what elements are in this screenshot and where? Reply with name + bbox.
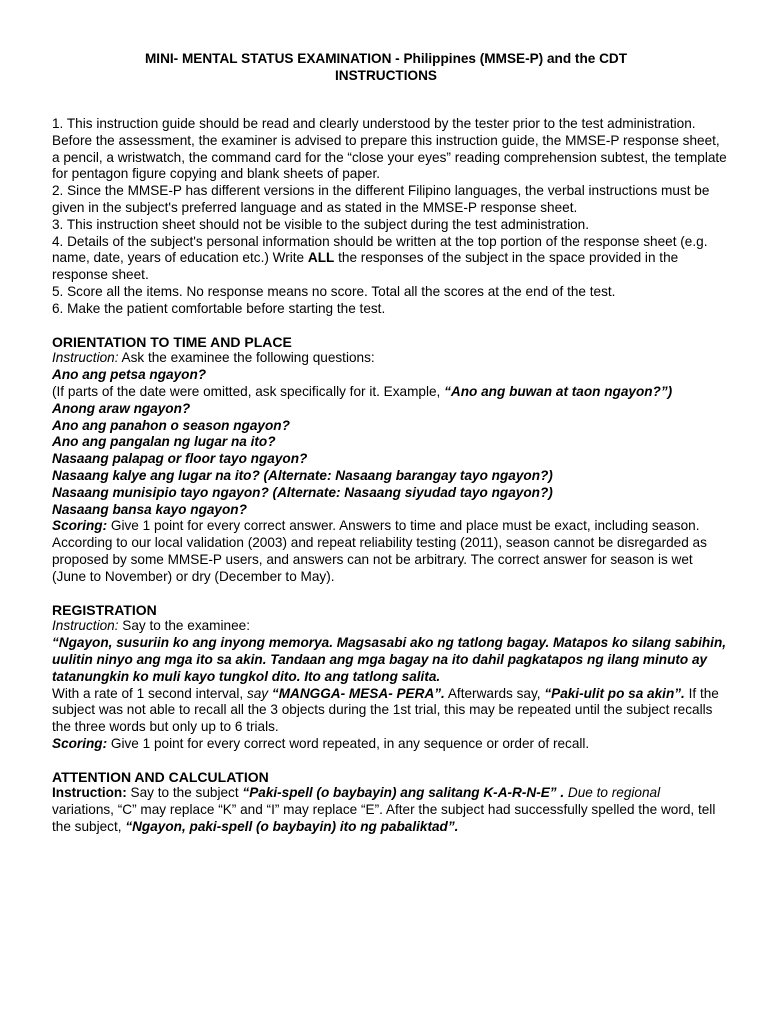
registration-heading: REGISTRATION (52, 601, 157, 618)
instruction-4-post: the responses of the subject in the space provided in the response sheet. (52, 250, 679, 283)
orientation-scoring (52, 518, 728, 585)
instruction-4 (52, 234, 728, 284)
registration-rate (52, 686, 728, 736)
instruction-1: 1. This instruction guide should be read and clearly understood by the tester prior to the test administration. Before the assessment, the examiner is advised to prepare this instruction guide, the MMSE-P response sheet, a pencil, a wristwatch, the command card for the “close your eyes” reading comprehension subtest, the template for pentagon figure copying and blank sheets of paper. (52, 116, 727, 182)
attention-variations (52, 802, 728, 836)
instruction-6: 6. Make the patient comfortable before starting the test. (52, 300, 386, 316)
registration-scoring-label: Scoring: (52, 735, 108, 751)
registration-scoring-text: Give 1 point for every correct word repeated, in any sequence or order of recall. (107, 735, 590, 751)
registration-rate-say: say (246, 685, 269, 701)
orientation-instruction (52, 350, 728, 367)
registration-instruction-text: Say to the examinee: (118, 618, 250, 634)
instruction-4-bold: ALL (307, 250, 335, 266)
registration-rate-pre: With a rate of 1 second interval, (52, 685, 247, 701)
registration-rate-post: If the subject was not able to recall all the 3 objects during the 1st trial, this may be repeated until the subject recalls the three words but only up to 6 trials. (52, 685, 719, 735)
attention-instruction (52, 785, 728, 802)
orientation-question: Nasaang bansa kayo ngayon? (52, 501, 247, 517)
attention-quote: “Paki-spell (o baybayin) ang salitang K-A-R-N-E” . (242, 785, 565, 801)
orientation-scoring-label: Scoring: (52, 518, 108, 534)
orientation-question-date: Ano ang petsa ngayon? (52, 367, 207, 383)
orientation-note (52, 384, 728, 401)
orientation-question: Ano ang panahon o season ngayon? (52, 417, 290, 433)
attention-heading: ATTENTION AND CALCULATION (52, 768, 269, 785)
orientation-question: Anong araw ngayon? (52, 400, 191, 416)
attention-due-to: Due to regional (564, 785, 661, 801)
orientation-instruction-label: Instruction: (52, 350, 119, 366)
registration-rate-mid: Afterwards say, (444, 685, 545, 701)
attention-variations-text: variations, “C” may replace “K” and “I” may replace “E”. After the subject had successfully spelled the word, tell the subject, (52, 802, 716, 835)
orientation-heading: ORIENTATION TO TIME AND PLACE (52, 333, 292, 350)
registration-scoring (52, 736, 728, 753)
title-line-2: INSTRUCTIONS (335, 68, 437, 83)
document-title (52, 50, 720, 84)
registration-rate-quote: “Paki-ulit po sa akin”. (544, 685, 685, 701)
orientation-question: Nasaang palapag or floor tayo ngayon? (52, 451, 308, 467)
orientation-scoring-text: Give 1 point for every correct answer. Answers to time and place must be exact, including season. According to our local validation (2003) and repeat reliability testing (2011), season cannot be disregarded as proposed by some MMSE-P users, and answers can not be arbitrary. The correct answer for season is wet (June to November) or dry (December to May). (52, 518, 707, 584)
registration-instruction (52, 618, 728, 635)
orientation-instruction-text: Ask the examinee the following questions: (118, 350, 375, 366)
document-body (52, 116, 728, 836)
instruction-3: 3. This instruction sheet should not be visible to the subject during the test administration. (52, 216, 590, 232)
instruction-5: 5. Score all the items. No response means no score. Total all the scores at the end of the test. (52, 283, 616, 299)
instruction-4-pre: 4. Details of the subject's personal information should be written at the top portion of the response sheet (e.g. name, date, years of education etc.) Write (52, 233, 708, 266)
attention-instruction-label: Instruction: (52, 785, 127, 801)
orientation-note-text: (If parts of the date were omitted, ask specifically for it. Example, (52, 383, 445, 399)
orientation-note-quote: “Ano ang buwan at taon ngayon?”) (444, 383, 673, 399)
orientation-question: Nasaang munisipio tayo ngayon? (Alternate: Nasaang siyudad tayo ngayon?) (52, 484, 553, 500)
attention-instruction-text: Say to the subject (126, 785, 243, 801)
title-line-1: MINI- MENTAL STATUS EXAMINATION - Philippines (MMSE-P) and the CDT (144, 51, 628, 66)
orientation-question: Ano ang pangalan ng lugar na ito? (52, 434, 276, 450)
registration-instruction-label: Instruction: (52, 618, 119, 634)
orientation-question: Nasaang kalye ang lugar na ito? (Alternate: Nasaang barangay tayo ngayon?) (52, 467, 553, 483)
registration-quote: “Ngayon, susuriin ko ang inyong memorya. Magsasabi ako ng tatlong bagay. Matapos ko silang sabihin, uulitin ninyo ang mga ito sa akin. Tandaan ang mga bagay na ito dahil pagkatapos ng ilang minuto ay tatanungkin ko muli kayo tungkol dito. Ito ang tatlong salita. (52, 635, 727, 684)
instruction-2: 2. Since the MMSE-P has different versions in the different Filipino languages, the verbal instructions must be given in the subject's preferred language and as stated in the MMSE-P response sheet. (52, 183, 710, 215)
attention-quote-2: “Ngayon, paki-spell (o baybayin) ito ng pabaliktad”. (125, 819, 459, 835)
registration-rate-words: “MANGGA- MESA- PERA”. (271, 685, 445, 701)
